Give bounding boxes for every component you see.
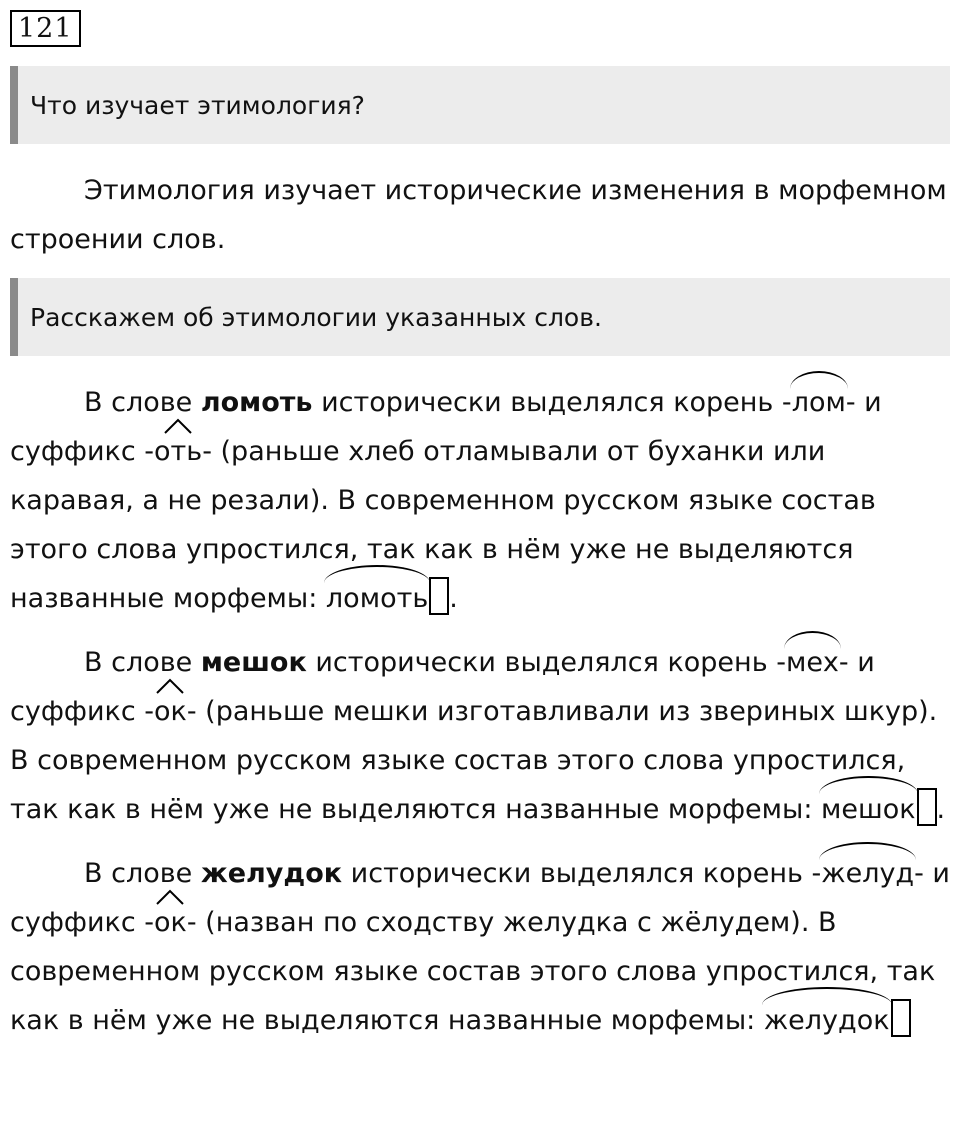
text-segment: - и суффикс - [10, 647, 875, 727]
stem-arc-mark [762, 987, 892, 1005]
root-arc-mark [819, 842, 916, 860]
root-arc-mark [784, 631, 841, 649]
zero-ending-box [429, 577, 449, 615]
stem-arc-mark [324, 565, 430, 583]
suffix-text: оть [154, 436, 203, 467]
text-segment: В слове [84, 858, 201, 889]
text-segment: - (назван по сходству желудка с жёлудем). В современном русском языке состав этого слова упростился, так как в нём уже не выделяются названные морфемы: [10, 907, 936, 1036]
question-1-text: Что изучает этимология? [30, 90, 365, 120]
stem-morpheme [326, 574, 428, 623]
paragraph-zheludok [10, 849, 955, 1045]
text-segment: - (раньше мешки изготавливали из звериных шкур). В современном русском языке состав этого слова упростился, так как в нём уже не выделяются названные морфемы: [10, 696, 938, 825]
zero-ending-box [891, 999, 911, 1037]
text-segment: - и суффикс - [10, 858, 950, 938]
zero-ending-box [917, 788, 937, 826]
page [10, 10, 950, 1045]
suffix-mark [164, 418, 192, 434]
suffix-morpheme [154, 898, 187, 947]
root-morpheme [792, 378, 846, 427]
stem-morpheme [764, 996, 890, 1045]
suffix-mark [156, 889, 184, 905]
suffix-text: ок [154, 696, 187, 727]
text-segment: В слове [84, 647, 201, 678]
text-segment: - и суффикс - [10, 387, 882, 467]
question-1 [10, 66, 950, 144]
keyword-meshok: мешок [200, 647, 307, 678]
root-morpheme [821, 849, 914, 898]
root-morpheme [786, 638, 839, 687]
root-text: мех [785, 647, 839, 678]
root-text: лом [791, 387, 846, 418]
suffix-morpheme [154, 687, 187, 736]
suffix-morpheme [154, 427, 202, 476]
text-segment: В слове [84, 387, 201, 418]
stem-arc-mark [819, 776, 918, 794]
question-2 [10, 278, 950, 356]
root-text: желуд [821, 858, 915, 889]
text-segment: - (раньше хлеб отламывали от буханки или каравая, а не резали). В современном русском языке состав этого слова упростился, так как в нём уже не выделяются названные морфемы: [10, 436, 876, 614]
question-2-text: Расскажем об этимологии указанных слов. [30, 302, 602, 332]
paragraph-lomot [10, 378, 955, 623]
text-segment: исторически выделялся корень - [306, 647, 786, 678]
keyword-lomot: ломоть [200, 387, 313, 418]
exercise-number: 121 [10, 10, 81, 47]
text-segment: . [449, 583, 458, 614]
text-segment: исторически выделялся корень - [342, 858, 822, 889]
stem-text: мешок [821, 794, 916, 825]
stem-text: ломоть [325, 583, 429, 614]
answer-1: Этимология изучает исторические изменения в морфемном строении слов. [10, 175, 947, 255]
text-segment: . [936, 794, 946, 825]
suffix-mark [156, 678, 184, 694]
root-arc-mark [790, 371, 848, 389]
stem-text: желудок [763, 1005, 890, 1036]
paragraph-meshok [10, 638, 955, 834]
keyword-zheludok: желудок [200, 858, 343, 889]
text-segment: исторически выделялся корень - [312, 387, 792, 418]
suffix-text: ок [154, 907, 187, 938]
stem-morpheme [821, 785, 916, 834]
